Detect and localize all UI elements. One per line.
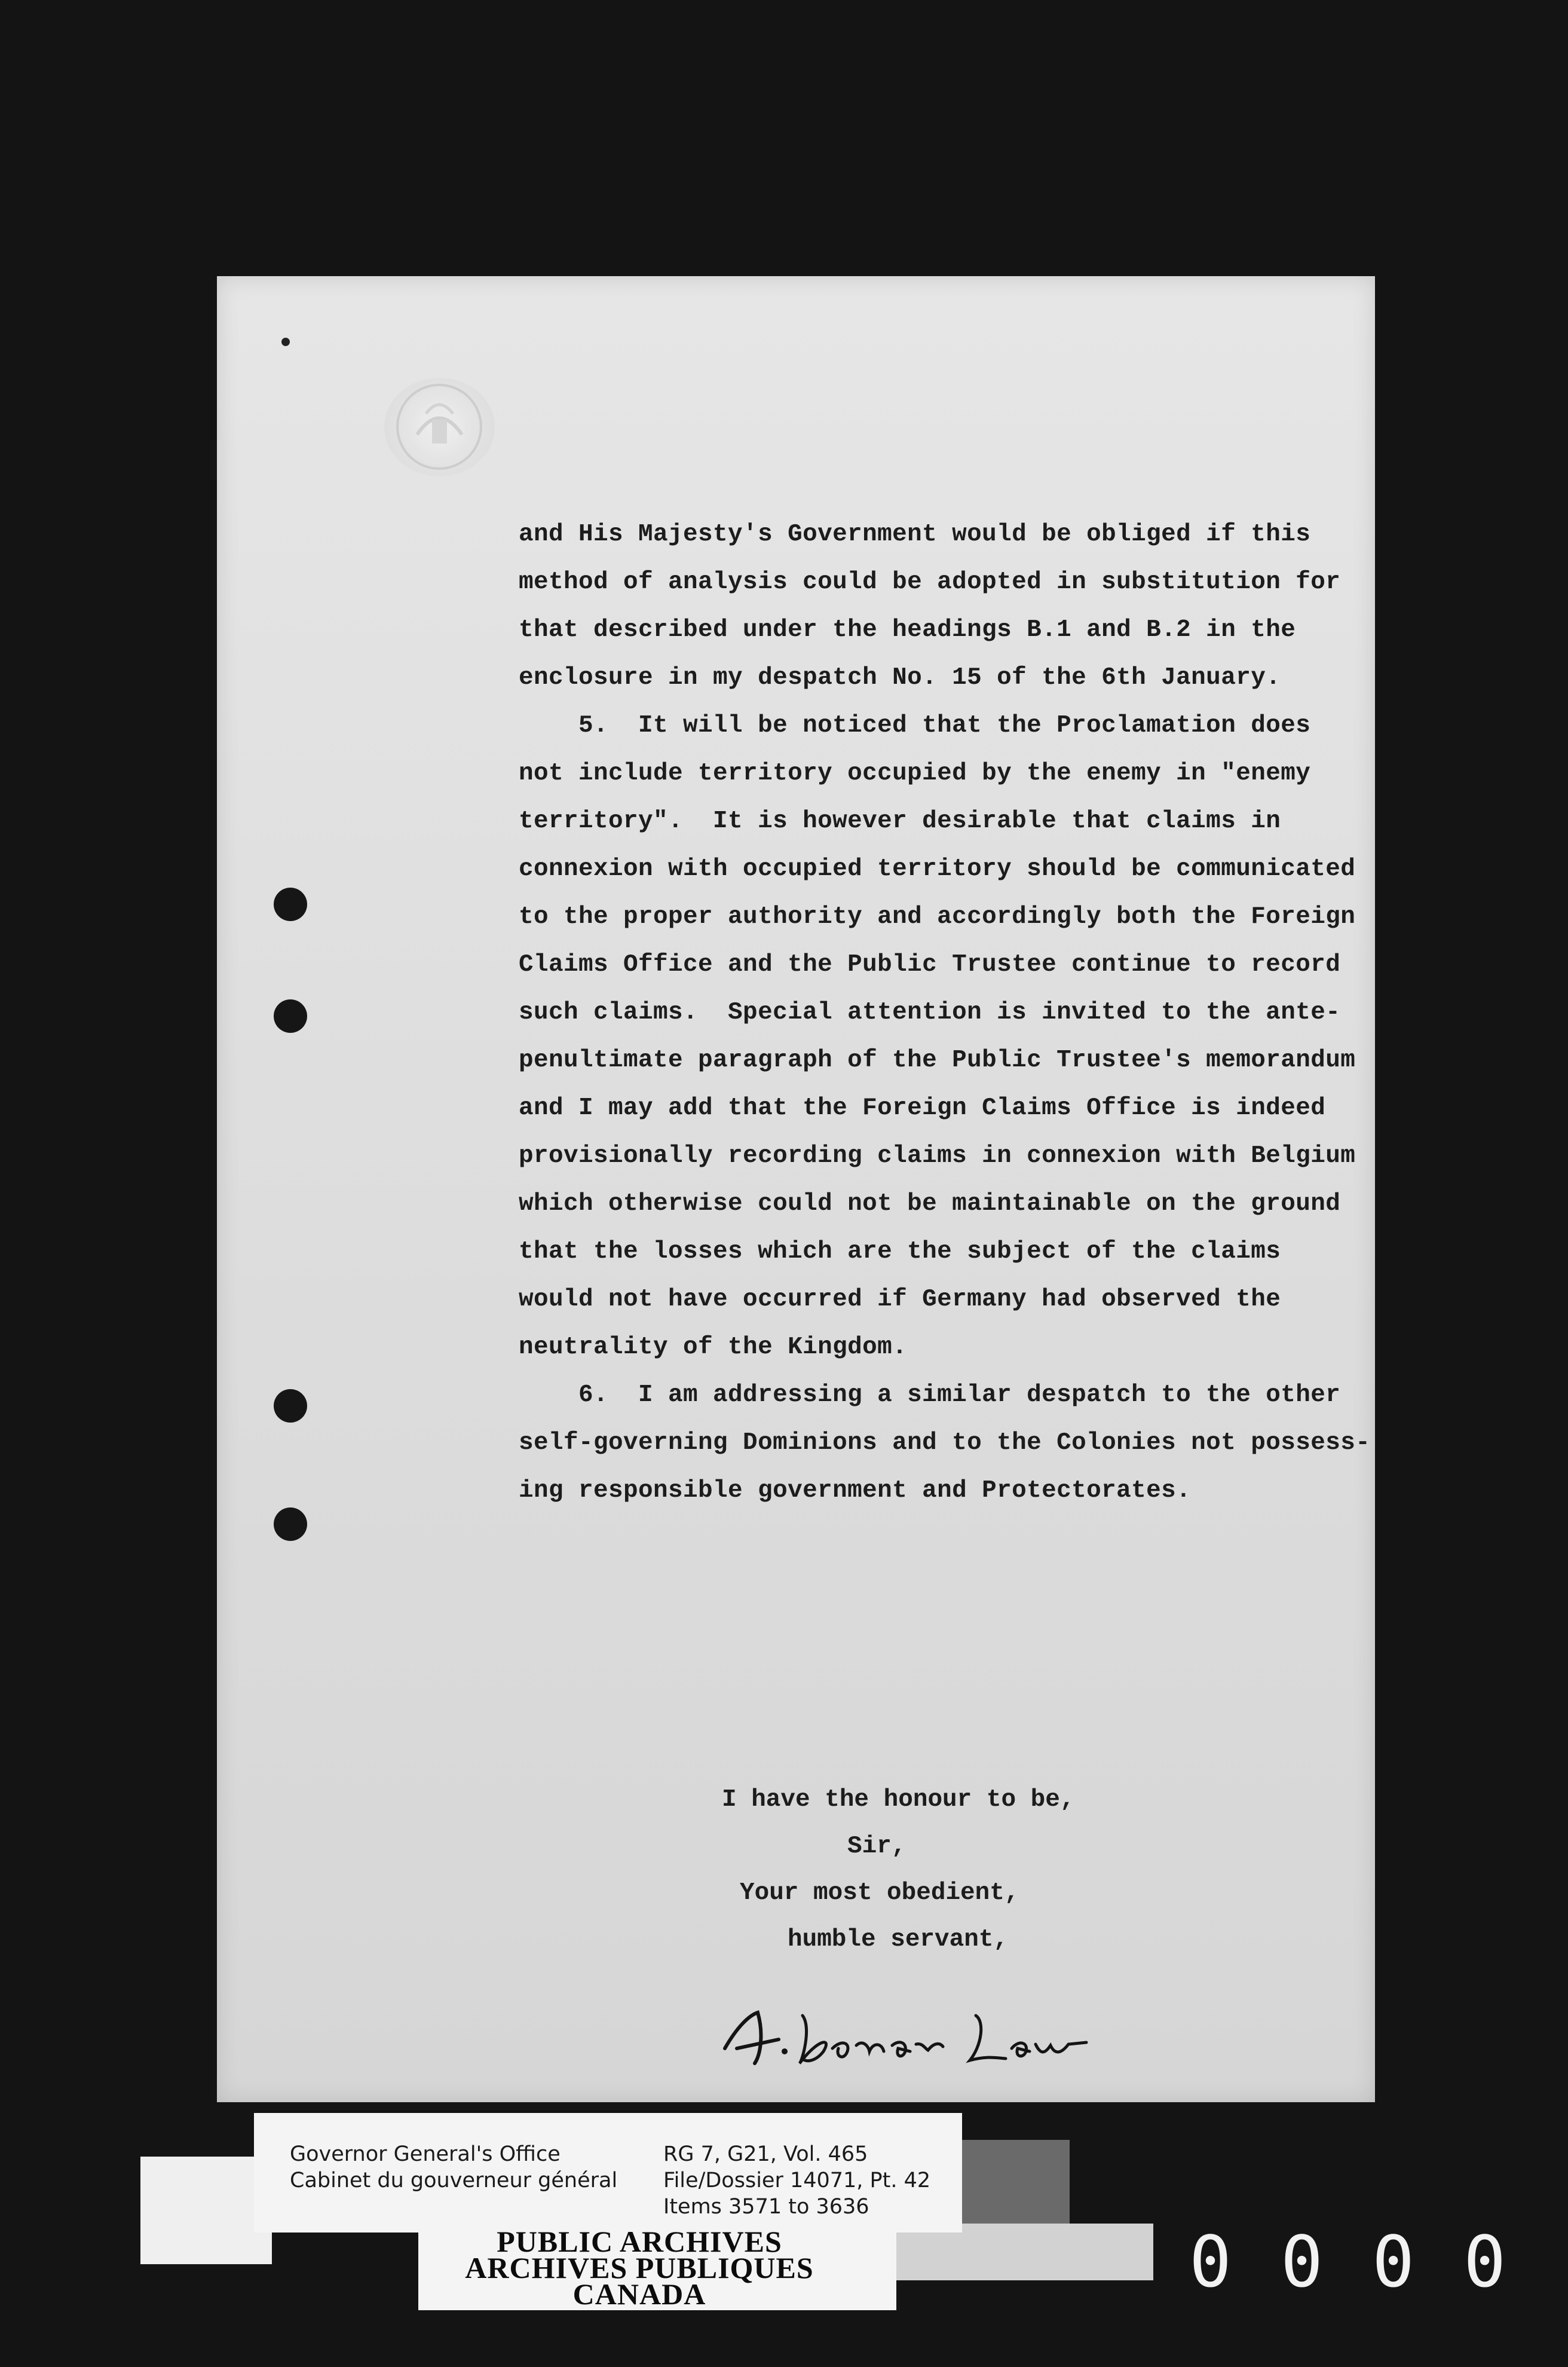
body-line: and His Majesty's Government would be obliged if this [519, 521, 1311, 548]
label-office-en: Governor General's Office [290, 2142, 561, 2166]
body-line: territory". It is however desirable that claims in [519, 808, 1281, 835]
body-line: neutrality of the Kingdom. [519, 1334, 908, 1361]
body-line: to the proper authority and accordingly both the Foreign [519, 903, 1356, 931]
body-line: and I may add that the Foreign Claims Office is indeed [519, 1094, 1326, 1122]
body-line: provisionally recording claims in connexion with Belgium [519, 1142, 1356, 1170]
archive-label-card [254, 2113, 962, 2233]
closing-servant: humble servant, [788, 1926, 1009, 1953]
body-line: penultimate paragraph of the Public Trustee's memorandum [519, 1047, 1356, 1074]
body-line: ing responsible government and Protectorates. [519, 1477, 1192, 1504]
punch-hole [274, 999, 307, 1033]
label-office-fr: Cabinet du gouverneur général [290, 2169, 618, 2192]
body-line: 5. It will be noticed that the Proclamation does [519, 712, 1311, 739]
body-line: 6. I am addressing a similar despatch to the other [519, 1381, 1341, 1409]
body-line: method of analysis could be adopted in substitution for [519, 568, 1341, 596]
ink-dot [281, 338, 290, 346]
embossed-seal-icon [384, 378, 495, 476]
letter-closing [516, 1776, 1233, 1963]
closing-honour: I have the honour to be, [722, 1786, 1075, 1814]
public-archives-stamp [430, 2225, 849, 2311]
body-line: self-governing Dominions and to the Colonies not possess- [519, 1429, 1371, 1457]
label-reference: RG 7, G21, Vol. 465 [663, 2142, 868, 2166]
body-line: Claims Office and the Public Trustee continue to record [519, 951, 1341, 978]
punch-hole [274, 1389, 307, 1423]
frame-number: 0000 [1189, 2221, 1555, 2303]
handwritten-signature [713, 1992, 1095, 2081]
body-line: would not have occurred if Germany had observed the [519, 1286, 1281, 1313]
body-line: enclosure in my despatch No. 15 of the 6th January. [519, 664, 1281, 692]
body-line: which otherwise could not be maintainable on the ground [519, 1190, 1341, 1218]
archives-line-en: PUBLIC ARCHIVES [497, 2225, 782, 2258]
body-line: that the losses which are the subject of the claims [519, 1238, 1281, 1265]
archives-line-country: CANADA [572, 2277, 706, 2311]
label-tab [140, 2157, 272, 2264]
body-line: such claims. Special attention is invited to the ante- [519, 999, 1341, 1026]
punch-hole [274, 888, 307, 921]
archives-line-fr: ARCHIVES PUBLIQUES [465, 2251, 814, 2285]
label-items: Items 3571 to 3636 [663, 2195, 869, 2219]
body-line: that described under the headings B.1 and B.2 in the [519, 616, 1296, 644]
body-line: not include territory occupied by the enemy in "enemy [519, 760, 1311, 787]
letter-body [519, 510, 1371, 1515]
document-page [217, 276, 1375, 2102]
punch-hole [274, 1507, 307, 1541]
body-line: connexion with occupied territory should be communicated [519, 855, 1356, 883]
closing-salutation: Sir, [847, 1833, 906, 1860]
label-file: File/Dossier 14071, Pt. 42 [663, 2169, 931, 2192]
closing-obedient: Your most obedient, [740, 1879, 1019, 1907]
